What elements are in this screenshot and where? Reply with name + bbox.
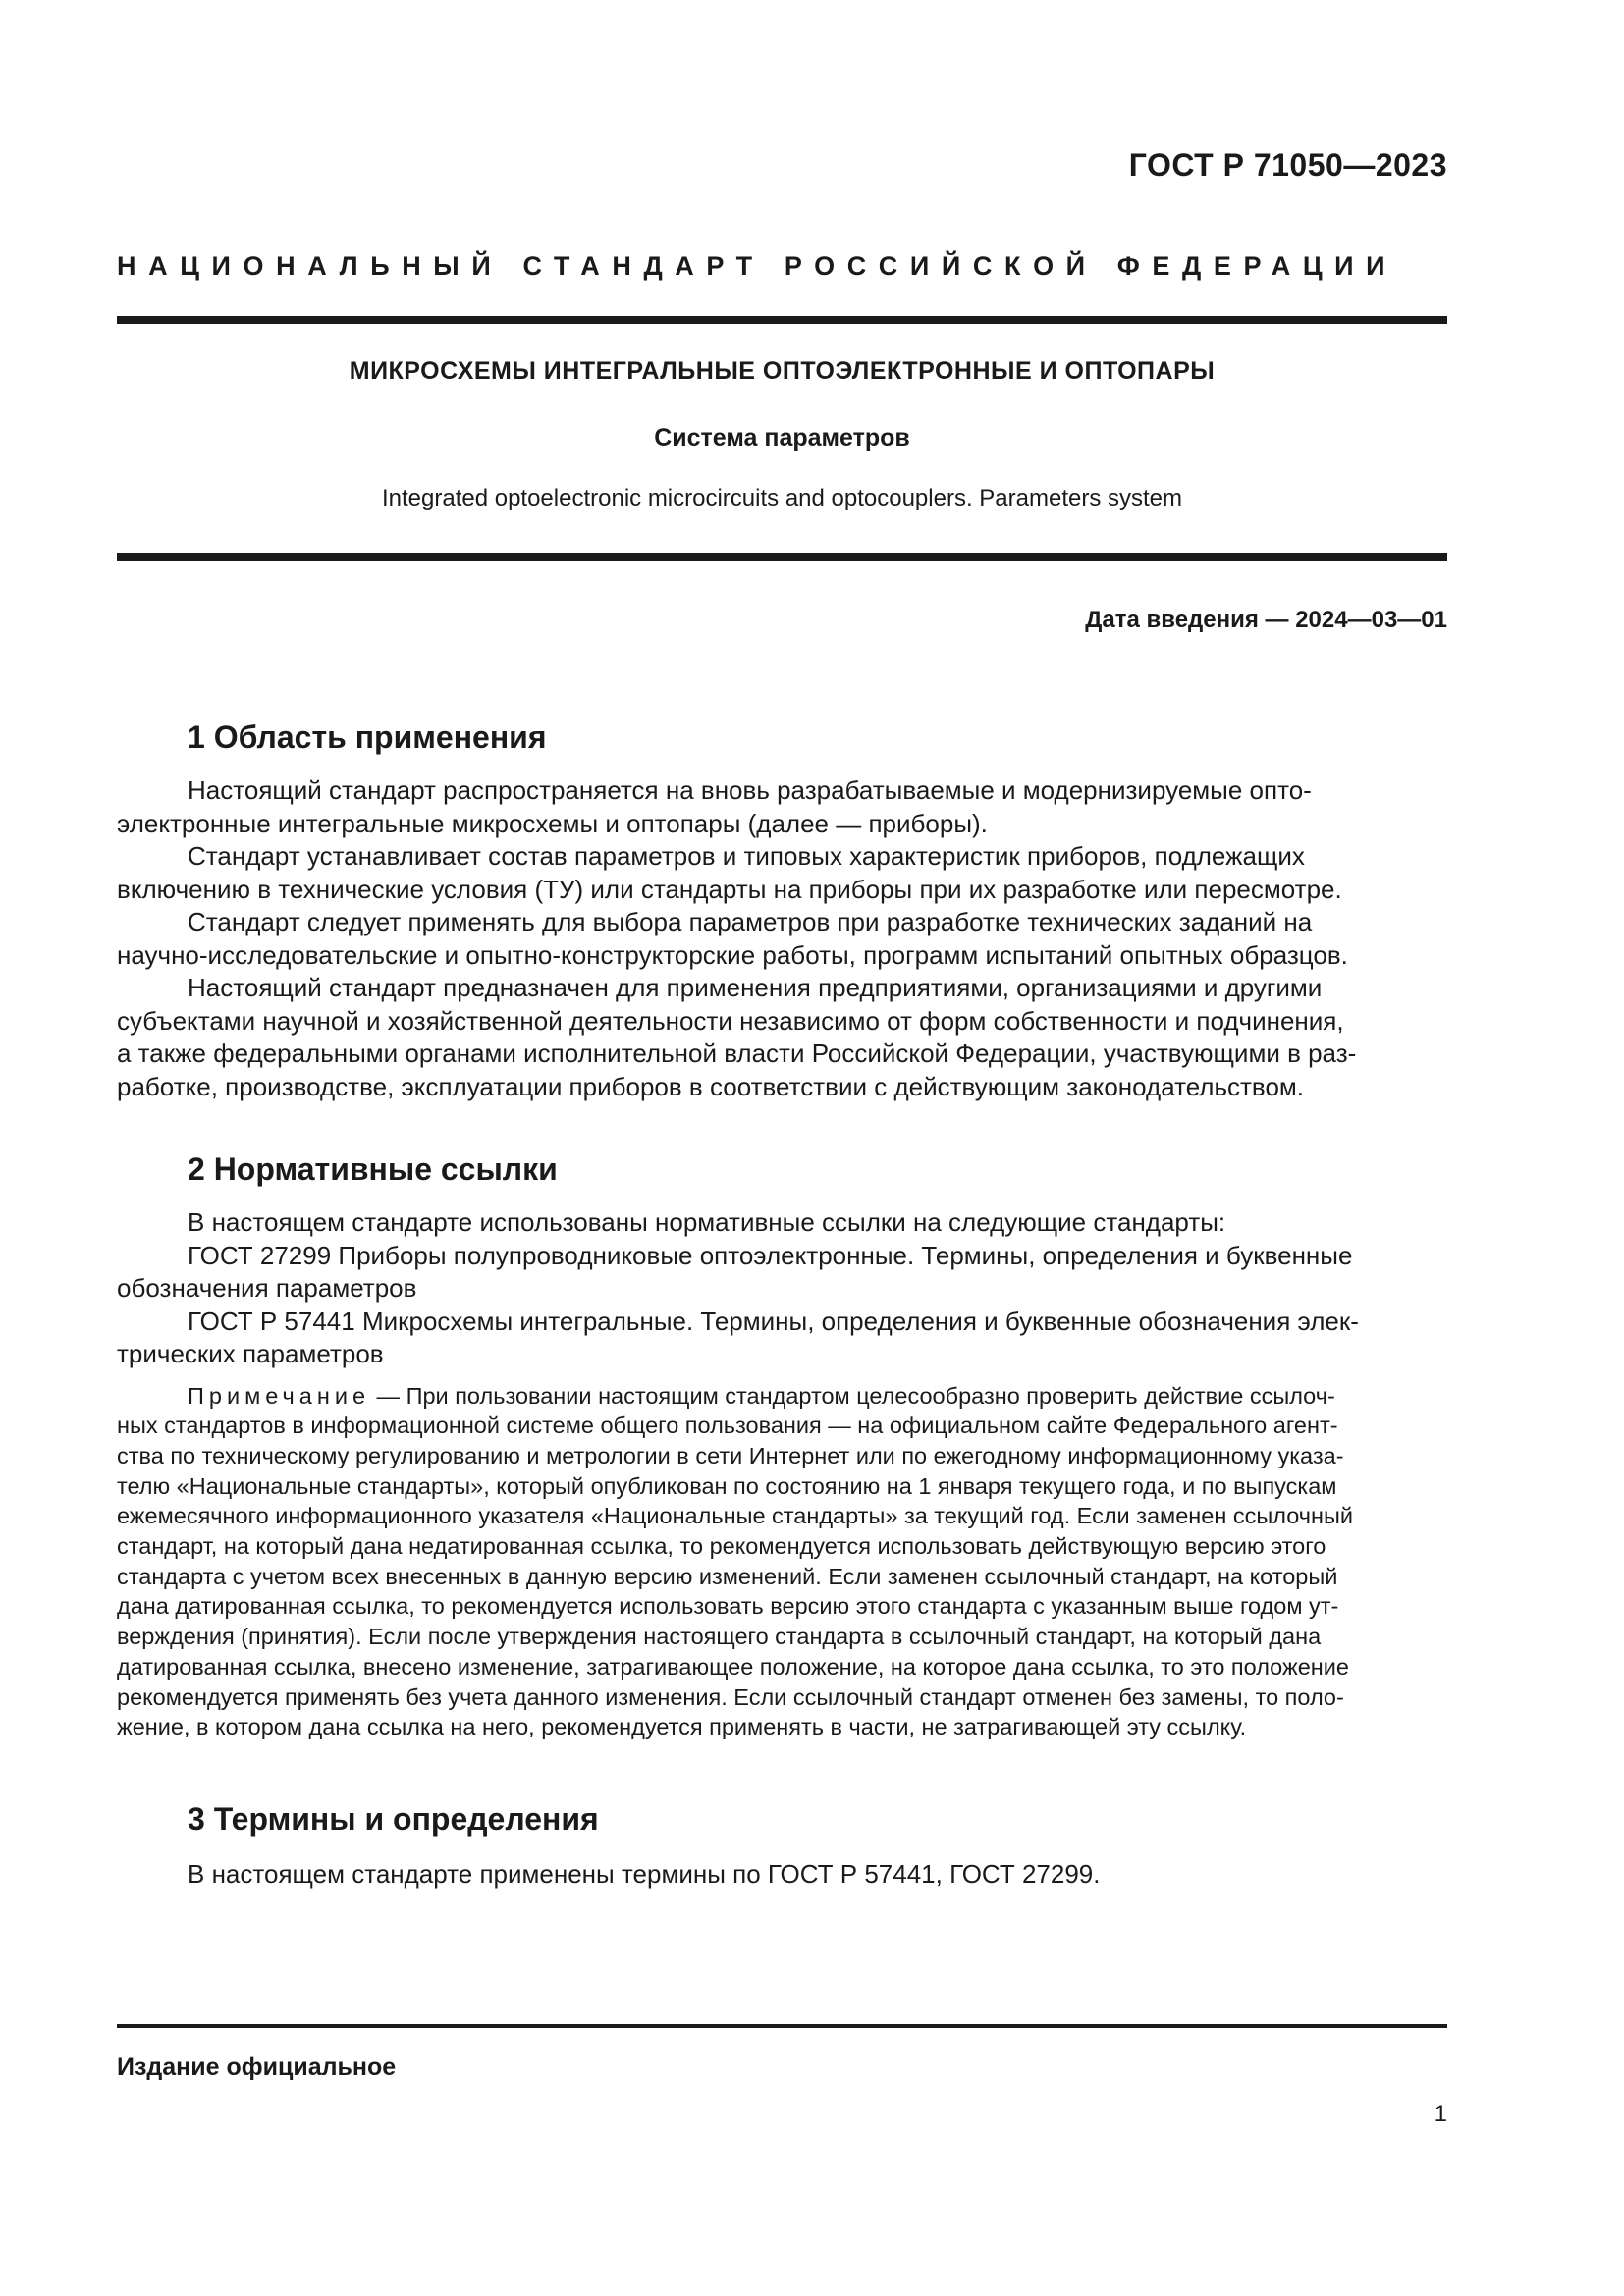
section-3-heading: 3 Термины и определения [188, 1801, 599, 1837]
note-label: Примечание [188, 1382, 371, 1409]
section-2 [117, 1149, 1447, 1742]
reference-gost-r-57441: ГОСТ Р 57441 Микросхемы интегральные. Термины, определения и буквенные обозначения элек- трических параметров [117, 1306, 1359, 1368]
top-rule [117, 316, 1447, 324]
section-1-paragraph-4: Настоящий стандарт предназначен для применения предприятиями, организациями и другими субъектами научной и хозяйственной деятельности независимо от форм собственности и подчинения, а также федеральными органами исполнительной власти Российской Федерации, участвующими в раз- работке, производстве, эксплуатации приборов в соответствии с действующим законодательством. [117, 973, 1357, 1101]
page-number: 1 [1434, 2101, 1447, 2127]
standard-id: ГОСТ Р 71050—2023 [1128, 147, 1447, 183]
section-2-paragraph: В настоящем стандарте использованы нормативные ссылки на следующие стандарты: [188, 1207, 1226, 1237]
section-1-heading: 1 Область применения [188, 720, 547, 755]
section-1 [117, 718, 1447, 1103]
national-standard-heading: НАЦИОНАЛЬНЫЙ СТАНДАРТ РОССИЙСКОЙ ФЕДЕРАЦИИ [117, 251, 1398, 281]
document-title-english: Integrated optoelectronic microcircuits and optocouplers. Parameters system [381, 485, 1183, 511]
section-1-paragraph-3: Стандарт следует применять для выбора параметров при разработке технических заданий на научно-исследовательские и опытно-конструкторские работы, программ испытаний опытных образцов. [117, 907, 1348, 970]
official-edition-label: Издание официальное [117, 2054, 397, 2081]
section-2-heading: 2 Нормативные ссылки [188, 1151, 558, 1187]
reference-gost-27299: ГОСТ 27299 Приборы полупроводниковые оптоэлектронные. Термины, определения и буквенные обозначения параметров [117, 1240, 1353, 1303]
title-bottom-rule [117, 553, 1447, 561]
footer-rule [117, 2024, 1447, 2028]
section-1-paragraph-1: Настоящий стандарт распространяется на вновь разрабатываемые и модернизируемые опто- электронные интегральные микросхемы и оптопары (далее — приборы). [117, 775, 1312, 838]
introduction-date: Дата введения — 2024—03—01 [1085, 607, 1447, 633]
section-3-paragraph: В настоящем стандарте применены термины по ГОСТ Р 57441, ГОСТ 27299. [188, 1859, 1101, 1889]
section-1-paragraph-2: Стандарт устанавливает состав параметров и типовых характеристик приборов, подлежащих включению в технические условия (ТУ) или стандарты на приборы при их разработке или пересмотре. [117, 841, 1342, 904]
document-title: МИКРОСХЕМЫ ИНТЕГРАЛЬНЫЕ ОПТОЭЛЕКТРОННЫЕ И ОПТОПАРЫ [349, 357, 1216, 385]
document-subtitle: Система параметров [654, 424, 910, 452]
section-2-note: Примечание — При пользовании настоящим стандартом целесообразно проверить действие ссылоч- ных стандартов в информационной системе общего пользования — на официальном сайте Федерального агент- ства по техническому регулированию и метрологии в сети Интернет или по ежегодному информационному указа- телю «Национальные стандарты», который опубликован по состоянию на 1 января текущего года, и по выпускам ежемесячного информационного указателя «Национальные стандарты» за текущий год. Если заменен ссылочный стандарт, на который дана недатированная ссылка, то рекомендуется использовать действующую версию этого стандарта с учетом всех внесенных в данную версию изменений. Если заменен ссылочный стандарт, на который дана датированная ссылка, то рекомендуется использовать версию этого стандарта с указанным выше годом ут- верждения (принятия). Если после утверждения настоящего стандарта в ссылочный стандарт, на который дана датированная ссылка, внесено изменение, затрагивающее положение, на которое дана ссылка, то это положение рекомендуется применять без учета данного изменения. Если ссылочный стандарт отменен без замены, то поло- жение, в котором дана ссылка на него, рекомендуется применять в части, не затрагивающей эту ссылку. [117, 1382, 1353, 1740]
section-3 [117, 1799, 1447, 1892]
